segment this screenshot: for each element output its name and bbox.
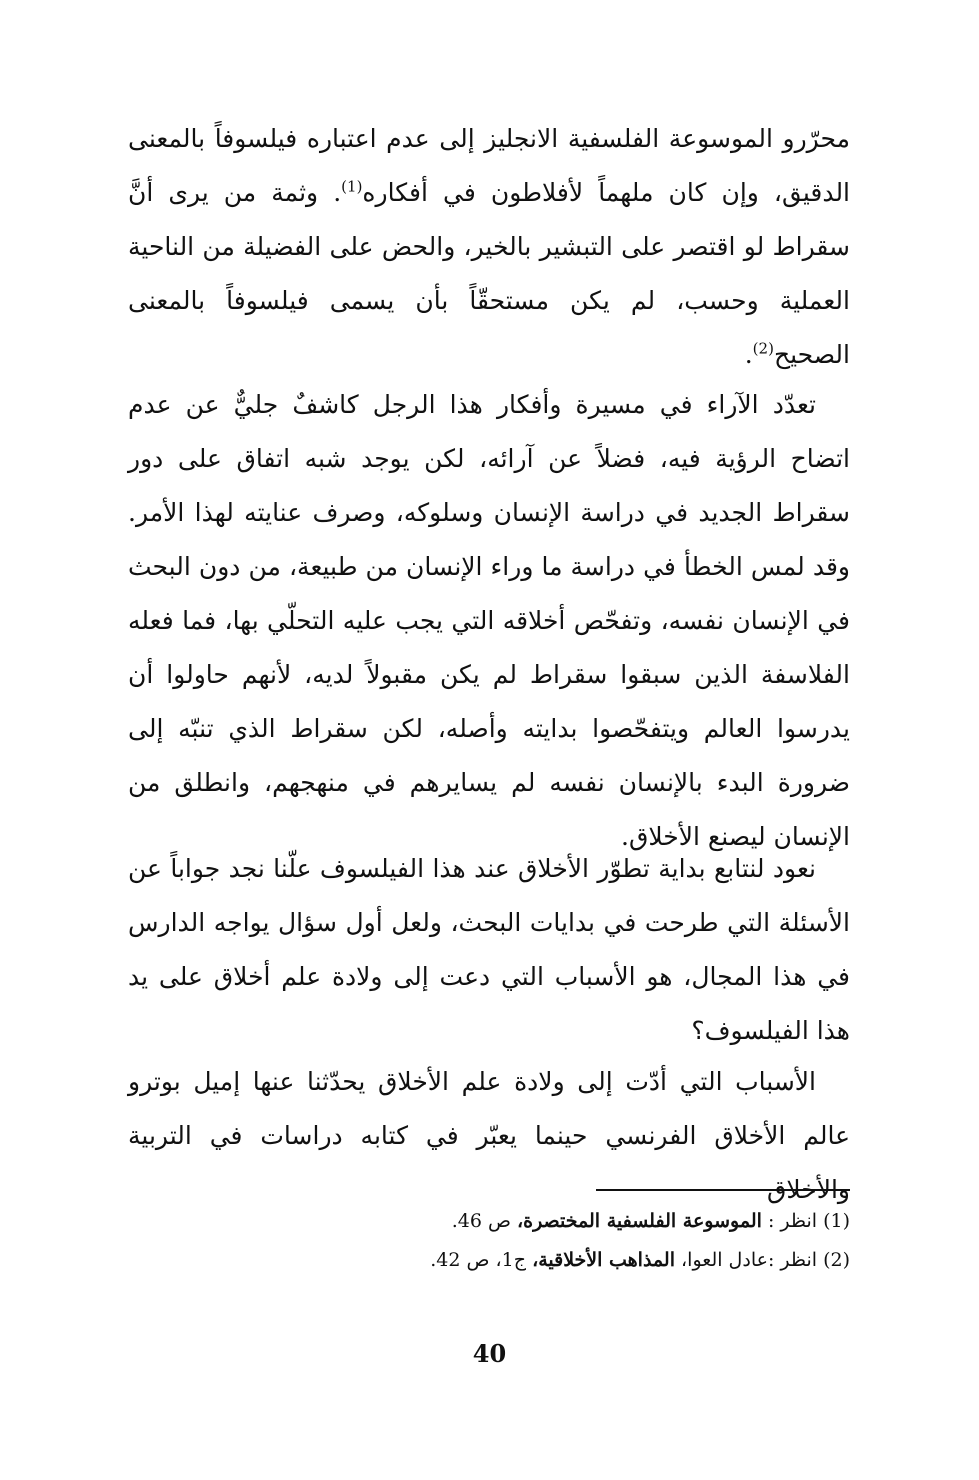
footnote-2-number: (2) — [823, 1249, 850, 1271]
paragraph-1 — [128, 112, 850, 382]
footnote-ref-2[interactable]: (2) — [752, 339, 774, 358]
footnote-1-number: (1) — [823, 1210, 850, 1232]
footnote-2-suffix: ج1، ص 42. — [430, 1249, 527, 1271]
footnote-2-prefix: انظر :عادل العوا، — [681, 1249, 818, 1271]
page-number: 40 — [472, 1339, 507, 1368]
footnote-1-prefix: انظر : — [767, 1210, 818, 1232]
footnote-1 — [300, 1206, 850, 1236]
paragraph-1-text-a: محرّرو الموسوعة الفلسفية الانجليز إلى عدم اعتباره فيلسوفاً بالمعنى الدقيق، وإن كان ملهماً لأفلاطون في أفكاره — [128, 124, 851, 207]
footnote-separator — [596, 1189, 850, 1191]
paragraph-1-end: . — [744, 340, 753, 369]
footnote-2-title: المذاهب الأخلاقية، — [532, 1249, 675, 1271]
footnote-1-suffix: ص 46. — [451, 1210, 511, 1232]
paragraph-3: نعود لنتابع بداية تطوّر الأخلاق عند هذا الفيلسوف علّنا نجد جواباً عن الأسئلة التي طرحت في بدايات البحث، ولعل أول سؤال يواجه الدارس في هذا المجال، هو الأسباب التي دعت إلى ولادة علم أخلاق على يد هذا الفيلسوف؟ — [128, 854, 850, 1045]
footnote-1-title: الموسوعة الفلسفية المختصرة، — [516, 1210, 762, 1232]
footnote-ref-1[interactable]: (1) — [341, 177, 363, 196]
paragraph-1-text-b: . وثمة من يرى أنَّ سقراط لو اقتصر على التبشير بالخير، والحض على الفضيلة من الناحية العملية وحسب، لم يكن مستحقّاً بأن يسمى فيلسوفاً بالمعنى الصحيح — [128, 178, 850, 369]
paragraph-4: الأسباب التي أدّت إلى ولادة علم الأخلاق يحدّثنا عنها إميل بوترو عالم الأخلاق الفرنسي حينما يعبّر في كتابه دراسات في التربية والأخلاق — [128, 1067, 850, 1204]
footnote-2 — [300, 1245, 850, 1275]
paragraph-2: تعدّد الآراء في مسيرة وأفكار هذا الرجل كاشفٌ جليٌّ عن عدم اتضاح الرؤية فيه، فضلاً عن آرائه، لكن يوجد شبه اتفاق على دور سقراط الجديد في دراسة الإنسان وسلوكه، وصرف عنايته لهذا الأمر. وقد لمس الخطأ في دراسة ما وراء الإنسان من طبيعة، من دون البحث في الإنسان نفسه، وتفحّص أخلاقه التي يجب عليه التحلّي بها، فما فعله الفلاسفة الذين سبقوا سقراط لم يكن مقبولاً لديه، لأنهم حاولوا أن يدرسوا العالم ويتفحّصوا بدايته وأصله، لكن سقراط الذي تنبّه إلى ضرورة البدء بالإنسان نفسه لم يسايرهم في منهجهم، وانطلق من الإنسان ليصنع الأخلاق. — [128, 390, 850, 851]
